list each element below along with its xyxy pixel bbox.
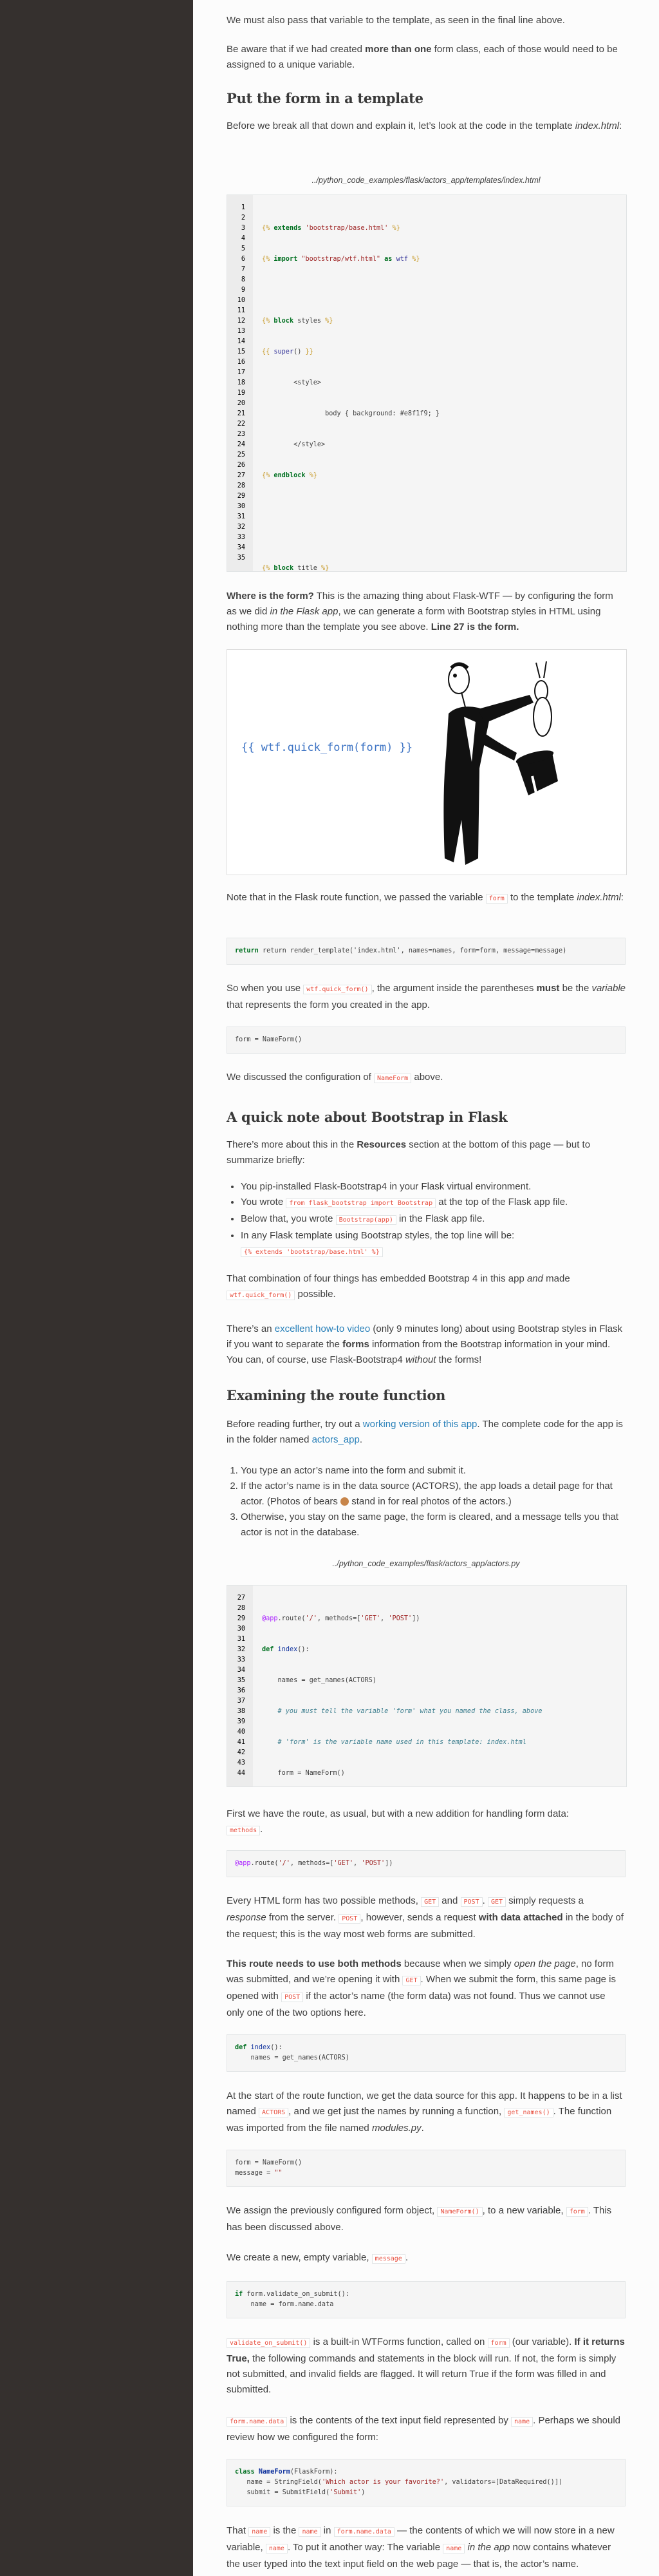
inline-code: form [566, 2207, 588, 2217]
list-item: 1. You type an actor’s name into the form and submit it. [241, 1463, 626, 1479]
line-number: 7 [241, 266, 245, 273]
paragraph [227, 1956, 626, 2021]
magician-illustration-figure [227, 649, 627, 875]
inline-code: name [248, 2527, 270, 2537]
text: the forms! [436, 1354, 482, 1365]
code-block-nameform-class: class NameForm(FlaskForm): name = StringField('Which actor is your favorite?', validators=[DataRequired()]) submit = SubmitField('Submit') [227, 2459, 626, 2506]
text: , we can generate a form with Bootstrap styles in HTML using nothing more than the template you see above. [227, 606, 601, 632]
line-number: 28 [237, 1605, 245, 1612]
inline-code: name [511, 2417, 533, 2427]
paragraph [227, 589, 626, 635]
text: in the body of the request; this is the way most web forms are submitted. [227, 1912, 624, 1940]
text: Before reading further, try out a [227, 1419, 363, 1430]
section-heading: Put the form in a template [227, 90, 423, 106]
paragraph: We must also pass that variable to the template, as seen in the final line above. [227, 15, 565, 26]
code-line: # you must tell the variable 'form' what you named the class, above [262, 1708, 543, 1715]
text: is the [270, 2525, 299, 2536]
text: to the template [507, 892, 577, 903]
how-to-video-link[interactable]: excellent how-to video [274, 1323, 371, 1334]
line-number: 37 [237, 1698, 245, 1705]
code-line: names = get_names(ACTORS) [262, 1677, 376, 1684]
filename: modules.py [371, 2123, 422, 2134]
inline-code: form [488, 2338, 510, 2348]
line-number: 12 [237, 317, 245, 325]
inline-code: NameForm() [437, 2207, 482, 2217]
line-number: 31 [237, 1636, 245, 1643]
bear-face-icon [340, 1497, 349, 1506]
text: stand in for real photos of the actors.) [349, 1496, 512, 1507]
paragraph [227, 981, 626, 1013]
italic-text: and [526, 1273, 543, 1284]
line-number: 32 [237, 1646, 245, 1653]
line-number: 34 [237, 544, 245, 551]
inline-code: validate_on_submit() [227, 2338, 310, 2348]
section-heading: A quick note about Bootstrap in Flask [227, 1109, 508, 1125]
line-number: 22 [237, 421, 245, 428]
inline-code: {% extends 'bootstrap/base.html' %} [241, 1247, 383, 1257]
text: — the contents of which we will now store in a new variable, [227, 2525, 615, 2553]
code-block-route-decorator: @app.route('/', methods=['GET', 'POST']) [227, 1850, 626, 1877]
text: . When we submit the form, this same page is opened with [227, 1974, 617, 2002]
inline-code: GET [488, 1897, 506, 1907]
line-number: 35 [237, 554, 245, 562]
code-line: {% import "bootstrap/wtf.html" as wtf %} [262, 256, 420, 263]
text: We create a new, empty variable, [227, 2252, 372, 2263]
italic-text: variable [591, 983, 626, 994]
inline-code: POST [281, 1993, 303, 2002]
text: That combination of four things has embedded Bootstrap 4 in this app [227, 1273, 527, 1284]
actors-app-folder-link[interactable]: actors_app [311, 1434, 360, 1445]
text: Every HTML form has two possible methods, [227, 1895, 422, 1906]
text: We assign the previously configured form object, [227, 2205, 438, 2216]
line-number: 32 [237, 524, 245, 531]
italic-text: response [227, 1912, 266, 1923]
code-line [262, 533, 626, 543]
text: above. [411, 1072, 443, 1083]
text: First we have the route, as usual, but with a new addition for handling form data: [227, 1808, 569, 1819]
sidebar [0, 0, 193, 2576]
inline-code: name [443, 2544, 465, 2553]
paragraph [227, 1271, 626, 1303]
line-number: 33 [237, 1656, 245, 1663]
code-block-return: return return render_template('index.html', names=names, form=form, message=message) [227, 938, 626, 965]
list-item [241, 1228, 626, 1260]
paragraph [227, 2203, 626, 2235]
text: At the start of the route function, we get the data source for this app. It happens to be in a list named [227, 2090, 622, 2117]
text: : [619, 120, 622, 131]
code-lines [253, 1586, 626, 1786]
line-number: 14 [237, 338, 245, 345]
code-line: {% block styles %} [262, 317, 333, 325]
filename: index.html [575, 120, 620, 131]
paragraph [227, 2413, 626, 2445]
line-number: 39 [237, 1718, 245, 1725]
inline-code: ACTORS [259, 2108, 288, 2117]
text: , however, sends a request [360, 1912, 479, 1923]
inline-code: NameForm [374, 1074, 411, 1083]
text: in [320, 2525, 334, 2536]
line-number: 11 [237, 307, 245, 314]
code-line: </style> [262, 441, 326, 448]
section-heading: Examining the route function [227, 1387, 446, 1403]
line-number: 34 [237, 1667, 245, 1674]
line-number: 9 [241, 287, 245, 294]
code-line: {% endblock %} [262, 472, 317, 479]
text: This is the amazing thing about Flask-WTF — by configuring the form as we did [227, 591, 613, 617]
text: information from the Bootstrap information in your mind. You can, of course, use Flask-Bootstrap4 [227, 1339, 611, 1365]
inline-code: GET [421, 1897, 439, 1907]
line-number: 40 [237, 1728, 245, 1736]
line-number: 16 [237, 359, 245, 366]
inline-code: methods [227, 1826, 260, 1835]
text: made [543, 1273, 570, 1284]
line-number: 19 [237, 390, 245, 397]
bootstrap-steps-list [227, 1179, 626, 1260]
text: : [620, 892, 624, 903]
line-number: 41 [237, 1739, 245, 1746]
code-block-index-html [227, 194, 627, 572]
text: (only 9 minutes long) about using Bootstrap styles in Flask if you want to separate the [227, 1323, 623, 1350]
line-numbers [227, 195, 253, 571]
code-block-actors-py [227, 1585, 627, 1787]
list-item: • You pip-installed Flask-Bootstrap4 in your Flask virtual environment. [241, 1179, 626, 1195]
paragraph [227, 1137, 626, 1168]
code-line [262, 285, 626, 296]
bold-text: forms [342, 1339, 369, 1350]
bold-text: This route needs to use both methods [227, 1958, 402, 1969]
working-version-link[interactable]: working version of this app [362, 1419, 478, 1430]
paragraph [227, 1070, 626, 1086]
text: . The function was imported from the file named [227, 2106, 612, 2134]
bold-text: with data attached [478, 1912, 563, 1923]
text: because when we simply [401, 1958, 514, 1969]
line-number: 5 [241, 245, 245, 252]
inline-code: GET [402, 1976, 420, 1985]
line-number: 20 [237, 400, 245, 407]
code-caption: ../python_code_examples/flask/actors_app/actors.py [332, 1559, 520, 1568]
line-number: 42 [237, 1749, 245, 1756]
line-number: 26 [237, 462, 245, 469]
paragraph [227, 2523, 626, 2572]
text: in the Flask app file. [396, 1213, 485, 1224]
code-line: # 'form' is the variable name used in this template: index.html [262, 1739, 526, 1746]
list-item [241, 1195, 626, 1211]
text: You wrote [241, 1197, 286, 1208]
text: . [359, 1434, 362, 1445]
text: So when you use [227, 983, 304, 994]
text: form class, each of those would need to be assigned to a unique variable. [227, 44, 618, 70]
line-number: 27 [237, 472, 245, 479]
inline-code: from flask_bootstrap import Bootstrap [286, 1198, 436, 1208]
inline-code: Bootstrap(app) [336, 1215, 396, 1225]
paragraph [227, 118, 626, 134]
line-number: 10 [237, 297, 245, 304]
text: be the [559, 983, 592, 994]
text: . [421, 2123, 424, 2134]
italic-text: in the Flask app [270, 606, 339, 617]
line-number: 1 [241, 204, 245, 211]
paragraph [227, 1417, 626, 1448]
text: is a built-in WTForms function, called on [310, 2336, 488, 2347]
paragraph [227, 890, 626, 907]
line-number: 43 [237, 1759, 245, 1766]
text: the following commands and statements in the block will run. If not, the form is simply not submitted, and invalid fields are flagged. It will return True if the form was filled in and submitted. [227, 2353, 617, 2395]
code-line: {{ super() }} [262, 348, 313, 355]
inline-code: form.name.data [334, 2527, 394, 2537]
line-number: 4 [241, 235, 245, 242]
code-text: return render_template('index.html', names=names, form=form, message=message) [262, 947, 567, 954]
code-line: def index(): [262, 1646, 310, 1653]
line-number: 38 [237, 1708, 245, 1715]
inline-code: wtf.quick_form() [227, 1291, 295, 1300]
code-lines [253, 195, 626, 571]
paragraph [227, 42, 626, 73]
text: , and we get just the names by running a function, [288, 2106, 505, 2117]
code-line: @app.route('/', methods=['GET', 'POST']) [262, 1615, 420, 1622]
text: There’s more about this in the [227, 1139, 357, 1150]
text: We discussed the configuration of [227, 1072, 375, 1083]
text: Note that in the Flask route function, we passed the variable [227, 892, 486, 903]
app-behavior-steps [227, 1463, 626, 1540]
bold-text: Resources [357, 1139, 407, 1150]
inline-code: form.name.data [227, 2417, 287, 2427]
line-number: 18 [237, 379, 245, 386]
line-number: 30 [237, 1625, 245, 1633]
code-line: form = NameForm() [262, 1770, 345, 1777]
bold-text: more than one [365, 44, 432, 55]
code-line: <style> [262, 379, 322, 386]
line-number: 6 [241, 256, 245, 263]
text: . To put it another way: The variable [287, 2542, 443, 2553]
text: and [439, 1895, 461, 1906]
inline-code: POST [461, 1897, 483, 1907]
text: section at the bottom of this page — but to summarize briefly: [227, 1139, 591, 1166]
line-number: 3 [241, 225, 245, 232]
paragraph [227, 2334, 626, 2398]
text: that represents the form you created in the app. [227, 999, 431, 1010]
text: . [482, 1895, 488, 1906]
text: possible. [295, 1289, 336, 1300]
line-number: 24 [237, 441, 245, 448]
bold-text: If it returns True, [227, 2336, 625, 2364]
italic-text: open the page [514, 1958, 576, 1969]
code-line: {% extends 'bootstrap/base.html' %} [262, 225, 400, 232]
text: In any Flask template using Bootstrap styles, the top line will be: [241, 1230, 515, 1241]
filename: index.html [577, 892, 621, 903]
line-number: 33 [237, 534, 245, 541]
code-line: body { background: #e8f1f9; } [262, 410, 440, 417]
line-number: 27 [237, 1595, 245, 1602]
text: . Perhaps we should review how we configured the form: [227, 2415, 621, 2443]
text: is the contents of the text input field represented by [287, 2415, 512, 2426]
line-number: 8 [241, 276, 245, 283]
code-block-form-assign: form = NameForm() [227, 1027, 626, 1054]
text: . This has been discussed above. [227, 2205, 612, 2233]
code-block-validate: if form.validate_on_submit(): name = form.name.data [227, 2281, 626, 2318]
text: That [227, 2525, 249, 2536]
code-line [262, 502, 626, 512]
text: Before we break all that down and explain it, let’s look at the code in the template [227, 120, 575, 131]
paragraph [227, 1321, 626, 1368]
italic-text: in the app [465, 2542, 510, 2553]
line-number: 44 [237, 1770, 245, 1777]
list-item [241, 1211, 626, 1228]
text: if the actor’s name (the form data) was not found. Thus we cannot use only one of the two options here. [227, 1991, 606, 2018]
text: at the top of the Flask app file. [436, 1197, 568, 1208]
text: simply requests a [506, 1895, 584, 1906]
list-item [241, 1479, 626, 1510]
text: Be aware that if we had created [227, 44, 366, 55]
line-number: 30 [237, 503, 245, 510]
paragraph [227, 2088, 626, 2136]
line-number: 21 [237, 410, 245, 417]
code-block-form-message: form = NameForm() message = "" [227, 2150, 626, 2187]
line-number: 31 [237, 513, 245, 520]
line-number: 23 [237, 431, 245, 438]
text: , the argument inside the parentheses [371, 983, 537, 994]
text: , to a new variable, [482, 2205, 566, 2216]
inline-code: name [299, 2527, 320, 2537]
line-number: 29 [237, 493, 245, 500]
inline-code: wtf.quick_form() [303, 985, 371, 994]
line-number: 17 [237, 369, 245, 376]
line-number: 29 [237, 1615, 245, 1622]
line-number: 15 [237, 348, 245, 355]
magician-rabbit-illustration [440, 652, 568, 871]
line-number: 2 [241, 214, 245, 222]
bold-text: must [536, 983, 560, 994]
inline-code: POST [339, 1914, 360, 1924]
text: . [405, 2252, 408, 2263]
inline-code: get_names() [504, 2108, 553, 2117]
inline-code: form [486, 894, 508, 904]
code-block-def-index: def index(): names = get_names(ACTORS) [227, 2034, 626, 2072]
text: If the actor’s name is in the data source (ACTORS), the app loads a detail page for that actor. (Photos of bears [241, 1481, 613, 1507]
paragraph [227, 1893, 626, 1942]
line-number: 13 [237, 328, 245, 335]
inline-code: name [266, 2544, 288, 2553]
text: , no form was submitted, and we’re opening it with [227, 1958, 614, 1985]
bold-text: Where is the form? [227, 591, 314, 601]
line-number: 28 [237, 482, 245, 489]
paragraph [227, 1806, 626, 1839]
line-number: 35 [237, 1677, 245, 1684]
text: . The complete code for the app is in the folder named [227, 1419, 623, 1445]
list-item: 3. Otherwise, you stay on the same page, the form is cleared, and a message tells you that actor is not in the database. [241, 1510, 626, 1540]
bold-text: Line 27 is the form. [431, 621, 519, 632]
code-caption: ../python_code_examples/flask/actors_app/templates/index.html [311, 176, 541, 185]
text: from the server. [266, 1912, 339, 1923]
text: There’s an [227, 1323, 275, 1334]
line-number: 36 [237, 1687, 245, 1694]
paragraph [227, 2250, 626, 2267]
text: (our variable). [509, 2336, 575, 2347]
italic-text: without [405, 1354, 436, 1365]
line-numbers [227, 1586, 253, 1786]
text: . [260, 1824, 263, 1835]
inline-code: message [372, 2254, 405, 2264]
code-line: {% block title %} [262, 565, 330, 572]
text: now contains whatever the user typed into the text input field on the web page — that is, the actor’s name. [227, 2542, 611, 2570]
figure-code-text: {{ wtf.quick_form(form) }} [241, 741, 413, 754]
line-number: 25 [237, 451, 245, 459]
text: Below that, you wrote [241, 1213, 336, 1224]
